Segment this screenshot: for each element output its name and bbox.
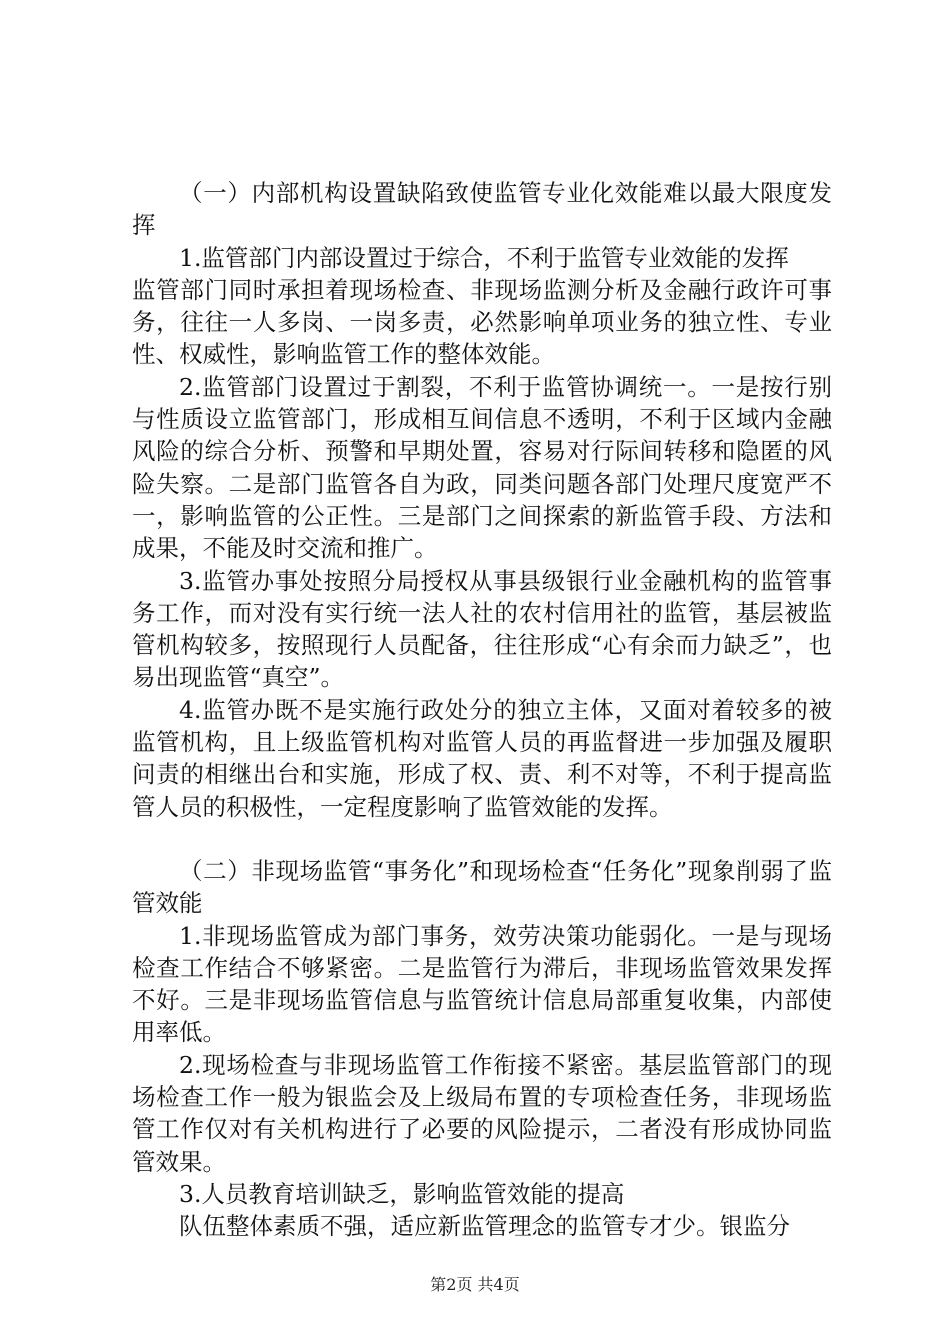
page-footer: 第2页 共4页 — [430, 1275, 520, 1294]
paragraph-2-2: 2.现场检查与非现场监管工作衔接不紧密。基层监管部门的现场检查工作一般为银监会及上级局布置的专项检查任务，非现场监管工作仅对有关机构进行了必要的风险提示，二者没有形成协同监管效果。 — [132, 1050, 832, 1176]
section-spacer — [132, 823, 832, 855]
paragraph-1-1-title: 1.监管部门内部设置过于综合，不利于监管专业效能的发挥 — [179, 243, 789, 272]
section-heading-1: （一）内部机构设置缺陷致使监管专业化效能难以最大限度发挥 — [132, 179, 832, 240]
paragraph-1-3: 3.监管办事处按照分局授权从事县级银行业金融机构的监管事务工作，而对没有实行统一法人社的农村信用社的监管，基层被监管机构较多，按照现行人员配备，往往形成“心有余而力缺乏”，也易出现监管“真空”。 — [132, 566, 832, 692]
paragraph-2-3-title: 3.人员教育培训缺乏，影响监管效能的提高 — [179, 1179, 625, 1208]
paragraph-2-1: 1.非现场监管成为部门事务，效劳决策功能弱化。一是与现场检查工作结合不够紧密。二是监管行为滞后，非现场监管效果发挥不好。三是非现场监管信息与监管统计信息局部重复收集，内部使用率低。 — [132, 921, 832, 1047]
paragraph-1-4: 4.监管办既不是实施行政处分的独立主体，又面对着较多的被监管机构，且上级监管机构对监管人员的再监督进一步加强及履职问责的相继出台和实施，形成了权、责、利不对等，不利于提高监管人员的积极性，一定程度影响了监管效能的发挥。 — [132, 695, 832, 821]
paragraph-1-2: 2.监管部门设置过于割裂，不利于监管协调统一。一是按行别与性质设立监管部门，形成相互间信息不透明，不利于区域内金融风险的综合分析、预警和早期处置，容易对行际间转移和隐匿的风险失察。二是部门监管各自为政，同类问题各部门处理尺度宽严不一，影响监管的公正性。三是部门之间探索的新监管手段、方法和成果，不能及时交流和推广。 — [132, 372, 832, 563]
paragraph-2-3-body: 队伍整体素质不强，适应新监管理念的监管专才少。银监分 — [179, 1212, 790, 1241]
section-heading-2: （二）非现场监管“事务化”和现场检查“任务化”现象削弱了监管效能 — [132, 856, 832, 918]
paragraph-1-1-body: 监管部门同时承担着现场检查、非现场监测分析及金融行政许可事务，往往一人多岗、一岗多责，必然影响单项业务的独立性、专业性、权威性，影响监管工作的整体效能。 — [132, 275, 832, 369]
document-body — [132, 177, 832, 1243]
